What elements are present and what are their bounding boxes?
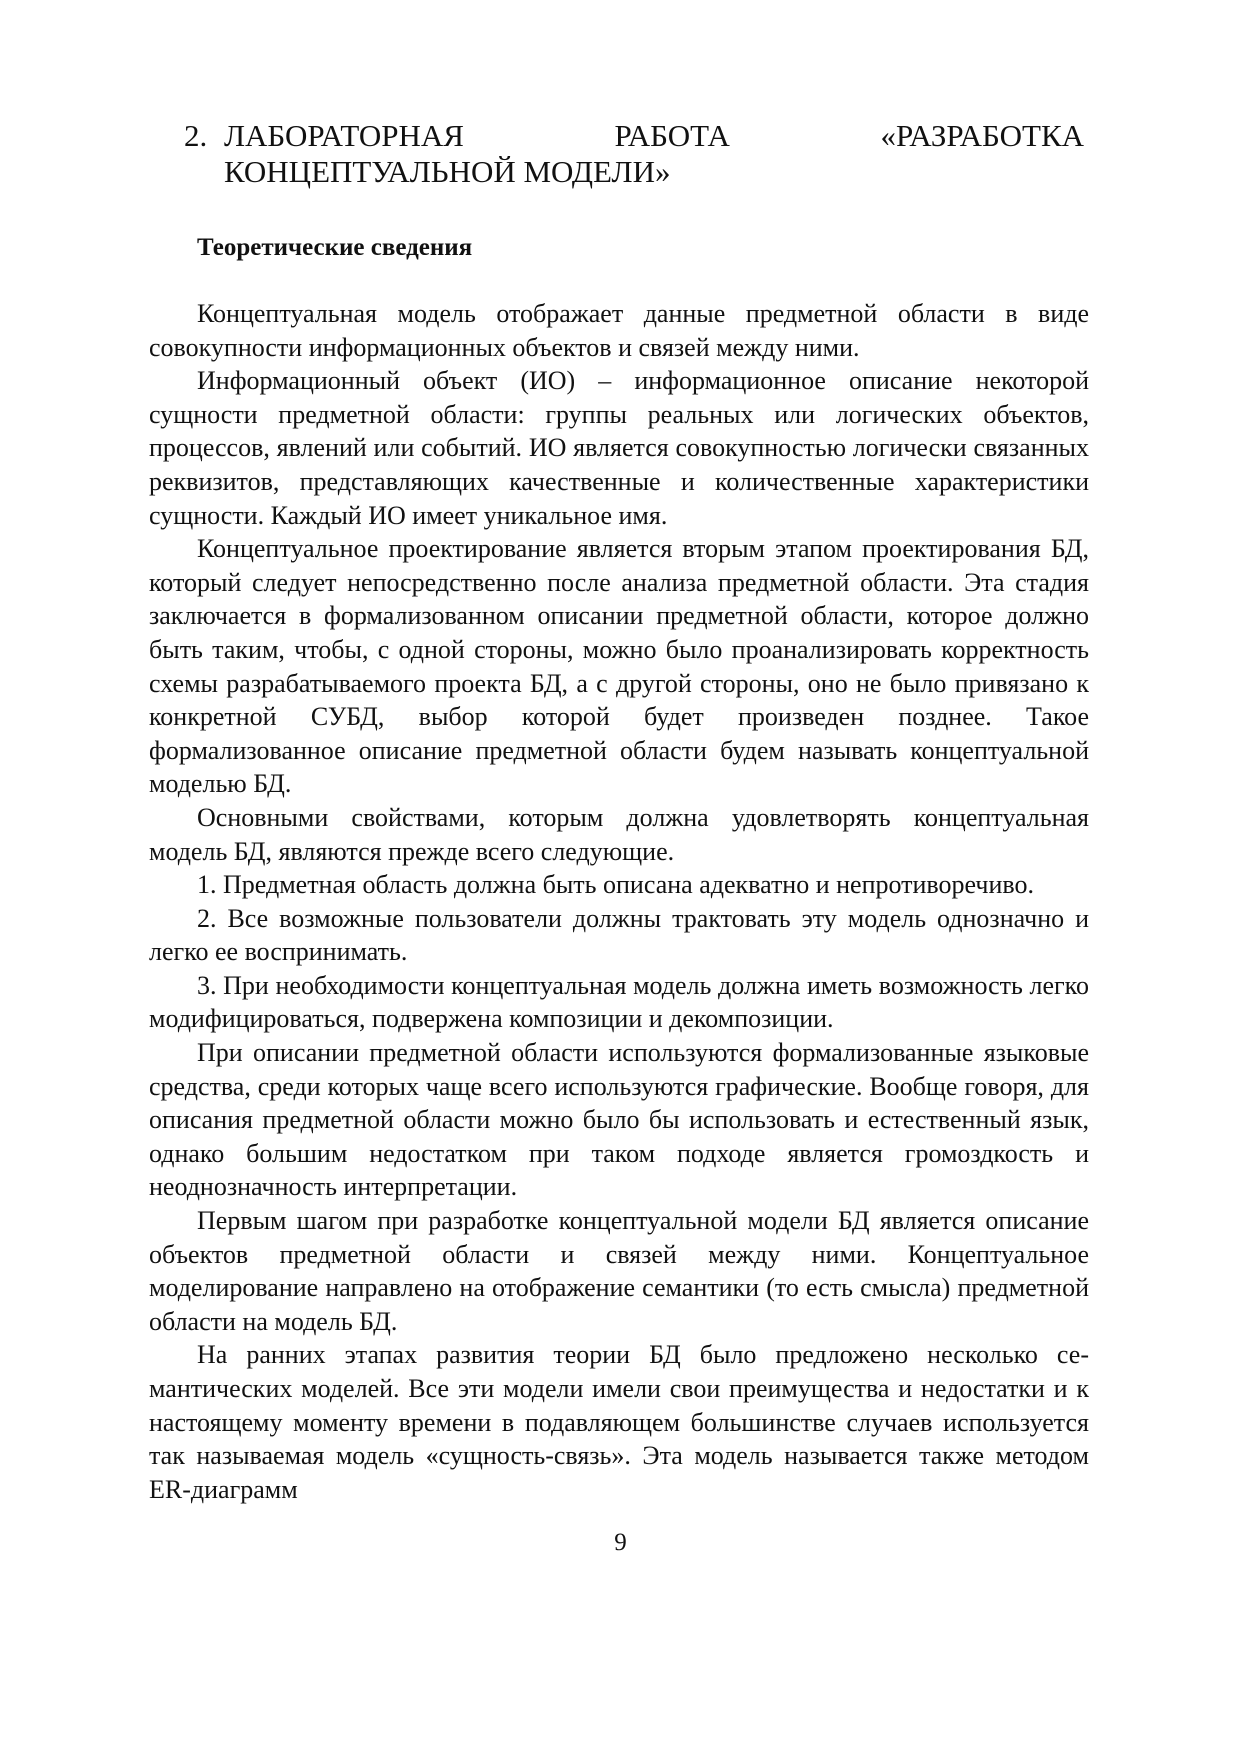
list-item-paragraph: 1. Предметная область должна быть описана адекватно и непротиворечиво. <box>197 870 1035 900</box>
chapter-title-word-2: РАБОТА <box>614 118 730 153</box>
page-number: 9 <box>614 1529 627 1556</box>
list-item-paragraph: 3. При необходимости концептуальная модель должна иметь возможность легко модифицироваться, подвержена композиции и декомпозиции. <box>149 970 1089 1034</box>
body-text <box>149 297 1089 1506</box>
chapter-number: 2. <box>184 118 208 153</box>
chapter-title-word-1: ЛАБОРАТОРНАЯ <box>224 118 464 153</box>
chapter-title-line-1 <box>224 118 1084 154</box>
paragraph: Информационный объект (ИО) – информационное описание некоторой сущности предметной области: группы реальных или логических объектов, процессов, явлений или событий. ИО является совокупностью логически связанных реквизитов, представляющих качественные и количественные характеристики сущности. Каждый ИО имеет уникальное имя. <box>149 366 1089 530</box>
paragraph: Первым шагом при разработке концептуальной модели БД является описание объектов предметной области и связей между ними. Концептуальное моделирование направлено на отображение семантики (то есть смысла) предметной области на модель БД. <box>149 1206 1089 1336</box>
section-subheading: Теоретические сведения <box>197 234 473 261</box>
paragraph: Основными свойствами, которым должна удовлетворять концептуальная модель БД, являются прежде всего следующие. <box>149 802 1089 866</box>
chapter-title-word-3: «РАЗРАБОТКА <box>880 118 1085 153</box>
chapter-title-line-2: КОНЦЕПТУАЛЬНОЙ МОДЕЛИ» <box>224 154 671 189</box>
paragraph: Концептуальное проектирование является вторым этапом проектирования БД, который следует непосредственно после анализа предметной области. Эта стадия заключается в формализованном описании предметной области, которое должно быть таким, чтобы, с одной стороны, можно было проанализировать корректность схемы разрабатываемого проекта БД, а с другой стороны, оно не было привязано к конкретной СУБД, выбор которой будет произведен позднее. Такое формализованное описание предметной области будем называть концептуальной моделью БД. <box>149 534 1089 799</box>
paragraph: На ранних этапах развития теории БД было предложено несколько семантических моделей. Все эти модели имели свои преимущества и недостатки и к настоящему моменту времени в подавляющем большинстве случаев используется так называемая модель «сущность-связь». Эта модель называется также методом ER-диаграмм <box>149 1340 1089 1504</box>
paragraph: Концептуальная модель отображает данные предметной области в виде совокупности информационных объектов и связей между ними. <box>149 299 1089 362</box>
paragraph: При описании предметной области используются формализованные языковые средства, среди которых чаще всего используются графические. Вообще говоря, для описания предметной области можно было бы использовать и естественный язык, однако большим недостатком при таком подходе является громоздкость и неоднозначность интерпретации. <box>149 1038 1089 1202</box>
list-item-paragraph: 2. Все возможные пользователи должны трактовать эту модель однозначно и легко ее воспринимать. <box>149 903 1089 967</box>
